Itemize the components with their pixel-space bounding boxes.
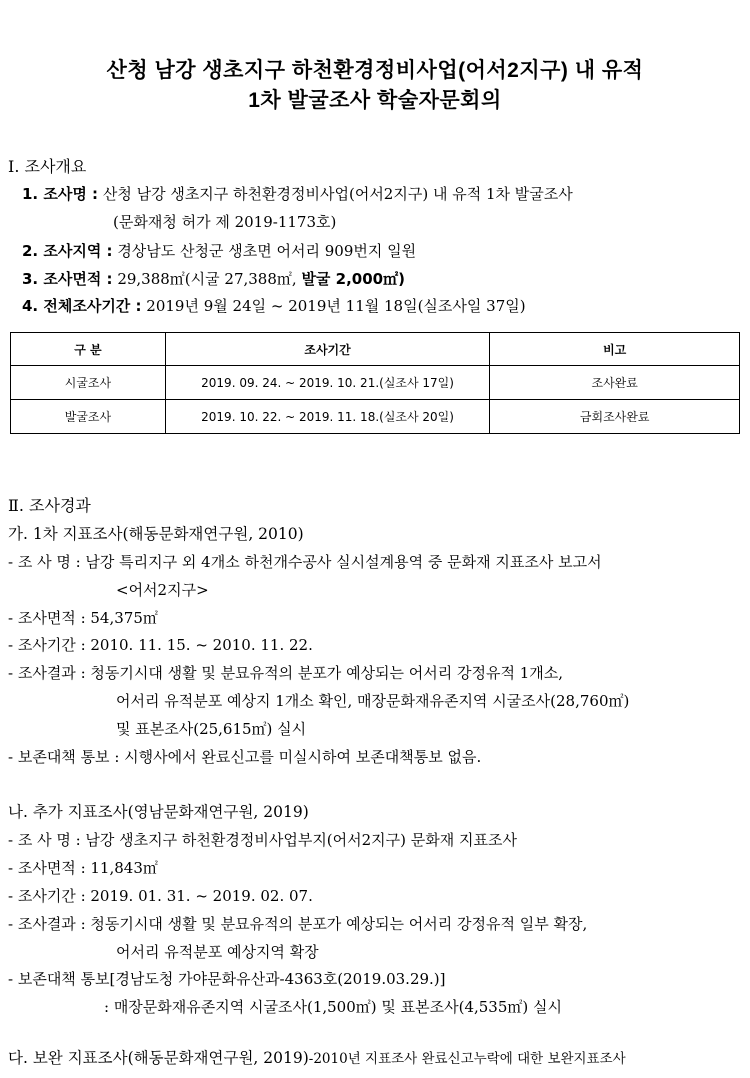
overview-value: 경상남도 산청군 생초면 어서리 909번지 일원 xyxy=(112,242,417,260)
da-heading-text: 다. 보완 지표조사(해동문화재연구원, 2019) xyxy=(8,1049,309,1067)
overview-value: 29,388㎡(시굴 27,388㎡, xyxy=(112,270,302,288)
section1-heading: Ⅰ. 조사개요 xyxy=(8,157,87,176)
subsection-da-heading xyxy=(8,1047,626,1070)
overview-label: 3. 조사면적 : xyxy=(22,270,113,288)
subsection-ga-heading: 가. 1차 지표조사(해동문화재연구원, 2010) xyxy=(8,525,304,543)
ga-line: - 보존대책 통보 : 시행사에서 완료신고를 미실시하여 보존대책통보 없음. xyxy=(8,748,482,766)
overview-label: 4. 전체조사기간 : xyxy=(22,297,142,315)
schedule-table xyxy=(10,332,740,434)
overview-label: 1. 조사명 : xyxy=(22,185,99,203)
overview-item-4 xyxy=(22,295,526,317)
table-cell: 금회조사완료 xyxy=(490,400,740,434)
na-line: - 조사면적 : 11,843㎡ xyxy=(8,859,158,877)
table-cell: 2019. 10. 22. ~ 2019. 11. 18.(실조사 20일) xyxy=(165,400,490,434)
ga-line: 및 표본조사(25,615㎡) 실시 xyxy=(116,720,307,738)
table-cell: 시굴조사 xyxy=(11,366,166,400)
na-line: - 보존대책 통보[경남도청 가야문화유산과-4363호(2019.03.29.)] xyxy=(8,970,446,988)
overview-item-1-cont: (문화재청 허가 제 2019-1173호) xyxy=(113,213,337,231)
na-line: - 조사기간 : 2019. 01. 31. ~ 2019. 02. 07. xyxy=(8,887,313,905)
overview-item-2 xyxy=(22,240,416,262)
table-row xyxy=(11,366,740,400)
overview-label: 2. 조사지역 : xyxy=(22,242,113,260)
table-header-cell: 조사기간 xyxy=(165,333,490,366)
table-header-cell: 비고 xyxy=(490,333,740,366)
na-line: - 조사결과 : 청동기시대 생활 및 분묘유적의 분포가 예상되는 어서리 강정유적 일부 확장, xyxy=(8,915,588,933)
na-line: : 매장문화재유존지역 시굴조사(1,500㎡) 및 표본조사(4,535㎡) 실시 xyxy=(104,998,562,1016)
overview-item-3 xyxy=(22,268,405,290)
da-heading-tail: -2010년 지표조사 완료신고누락에 대한 보완지표조사 xyxy=(308,1051,626,1067)
table-cell: 조사완료 xyxy=(490,366,740,400)
ga-line: - 조사기간 : 2010. 11. 15. ~ 2010. 11. 22. xyxy=(8,636,313,654)
page-title-line2: 1차 발굴조사 학술자문회의 xyxy=(248,89,502,112)
section2-heading: Ⅱ. 조사경과 xyxy=(8,496,91,515)
overview-value: 2019년 9월 24일 ~ 2019년 11월 18일(실조사일 37일) xyxy=(141,297,526,315)
na-line: - 조 사 명 : 남강 생초지구 하천환경정비사업부지(어서2지구) 문화재 지표조사 xyxy=(8,831,517,849)
ga-line: - 조사결과 : 청동기시대 생활 및 분묘유적의 분포가 예상되는 어서리 강정유적 1개소, xyxy=(8,664,564,682)
subsection-na-heading: 나. 추가 지표조사(영남문화재연구원, 2019) xyxy=(8,803,309,821)
table-header-cell: 구 분 xyxy=(11,333,166,366)
ga-line: - 조사면적 : 54,375㎡ xyxy=(8,609,158,627)
na-line: 어서리 유적분포 예상지역 확장 xyxy=(116,943,319,961)
ga-line: <어서2지구> xyxy=(116,581,209,599)
ga-line: 어서리 유적분포 예상지 1개소 확인, 매장문화재유존지역 시굴조사(28,760㎡) xyxy=(116,692,630,710)
table-cell: 발굴조사 xyxy=(11,400,166,434)
table-cell: 2019. 09. 24. ~ 2019. 10. 21.(실조사 17일) xyxy=(165,366,490,400)
ga-line: - 조 사 명 : 남강 특리지구 외 4개소 하천개수공사 실시설계용역 중 문화재 지표조사 보고서 xyxy=(8,553,602,571)
page-title-line1: 산청 남강 생초지구 하천환경정비사업(어서2지구) 내 유적 xyxy=(106,59,644,82)
table-row xyxy=(11,400,740,434)
table-header-row xyxy=(11,333,740,366)
overview-value: 산청 남강 생초지구 하천환경정비사업(어서2지구) 내 유적 1차 발굴조사 xyxy=(98,185,573,203)
overview-value-bold: 발굴 2,000㎡) xyxy=(301,270,405,288)
overview-item-1 xyxy=(22,183,573,205)
